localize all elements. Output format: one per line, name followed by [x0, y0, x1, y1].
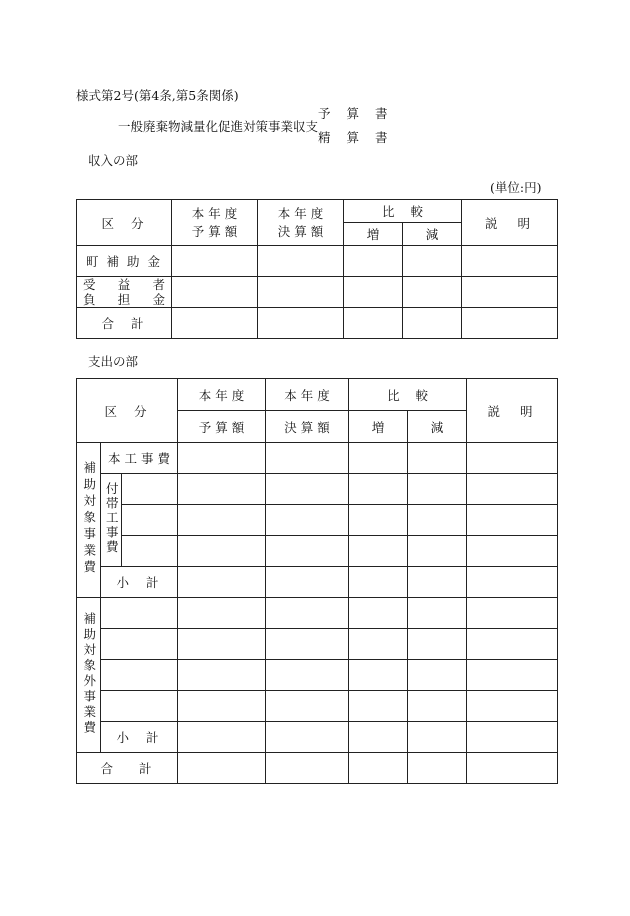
income-header-compare: 比 較 [344, 200, 462, 223]
expense-cell [408, 567, 467, 598]
expense-cell [178, 505, 266, 536]
expense-cell [266, 536, 349, 567]
income-row-total: 合 計 [77, 308, 172, 339]
income-cell [258, 246, 344, 277]
expense-cell [178, 598, 266, 629]
expense-cell [408, 443, 467, 474]
income-row-beneficiary-bottom: 負 担 金 [83, 292, 165, 307]
expense-cell [101, 691, 178, 722]
expense-cell [467, 443, 558, 474]
expense-cell [122, 536, 178, 567]
expense-cell [178, 722, 266, 753]
expense-header-settlement-top: 本 年 度 [266, 379, 349, 411]
expense-group-subsidized [77, 443, 101, 598]
expense-table [76, 378, 558, 784]
income-cell [344, 246, 403, 277]
expense-header-compare: 比 較 [349, 379, 467, 411]
expense-cell [178, 629, 266, 660]
title-option-settlement: 精 算 書 [318, 130, 394, 145]
expense-cell [178, 443, 266, 474]
income-cell [172, 308, 258, 339]
expense-header-increase: 増 [349, 411, 408, 443]
expense-header-note: 説 明 [467, 379, 558, 443]
expense-header-settlement-bottom: 決 算 額 [266, 411, 349, 443]
income-header-increase: 増 [344, 223, 403, 246]
income-header-note: 説 明 [462, 200, 558, 246]
income-cell [403, 246, 462, 277]
expense-header-budget-bottom: 予 算 額 [178, 411, 266, 443]
expense-row-total: 合 計 [77, 753, 178, 784]
unit-label: (単位:円) [490, 180, 542, 195]
income-cell [344, 308, 403, 339]
expense-cell [122, 474, 178, 505]
expense-cell [266, 722, 349, 753]
expense-cell [349, 536, 408, 567]
expense-cell [349, 753, 408, 784]
title-option-budget: 予 算 書 [318, 106, 394, 121]
income-cell [462, 246, 558, 277]
income-cell [172, 246, 258, 277]
expense-cell [408, 474, 467, 505]
income-row-town-subsidy: 町 補 助 金 [77, 246, 172, 277]
expense-cell [178, 691, 266, 722]
expense-cell [467, 567, 558, 598]
income-header-budget-top: 本 年 度 [191, 205, 238, 221]
expense-cell [349, 443, 408, 474]
expense-cell [467, 474, 558, 505]
expense-cell [349, 567, 408, 598]
expense-cell [349, 629, 408, 660]
expense-cell [266, 753, 349, 784]
income-header-decrease: 減 [403, 223, 462, 246]
expense-cell [467, 660, 558, 691]
expense-cell [178, 536, 266, 567]
form-id: 様式第2号(第4条,第5条関係) [76, 88, 239, 103]
expense-cell [408, 753, 467, 784]
income-section-label: 収入の部 [88, 153, 139, 168]
expense-cell [349, 474, 408, 505]
income-header-budget [172, 200, 258, 246]
expense-cell [178, 660, 266, 691]
expense-cell [101, 660, 178, 691]
expense-cell [349, 660, 408, 691]
income-table [76, 199, 558, 339]
expense-cell [467, 691, 558, 722]
expense-cell [266, 629, 349, 660]
expense-cell [266, 691, 349, 722]
income-cell [344, 277, 403, 308]
expense-cell [408, 691, 467, 722]
expense-cell [178, 567, 266, 598]
expense-cell [101, 629, 178, 660]
income-cell [258, 277, 344, 308]
income-header-budget-bottom: 予 算 額 [191, 223, 238, 239]
expense-group-non-subsidized [77, 598, 101, 753]
expense-cell [467, 505, 558, 536]
income-header-settlement-bottom: 決 算 額 [277, 223, 324, 239]
expense-cell [467, 722, 558, 753]
income-cell [258, 308, 344, 339]
expense-cell [266, 443, 349, 474]
income-cell [403, 308, 462, 339]
expense-section-label: 支出の部 [88, 354, 139, 369]
income-cell [403, 277, 462, 308]
expense-cell [408, 598, 467, 629]
income-header-settlement-top: 本 年 度 [277, 205, 324, 221]
expense-header-category: 区 分 [77, 379, 178, 443]
expense-cell [408, 722, 467, 753]
income-cell [172, 277, 258, 308]
expense-header-budget-top: 本 年 度 [178, 379, 266, 411]
income-header-settlement [258, 200, 344, 246]
income-header-category: 区 分 [77, 200, 172, 246]
expense-row-ancillary-work-label: 付帯工事費 [104, 482, 120, 555]
income-cell [462, 308, 558, 339]
expense-cell [122, 505, 178, 536]
expense-cell [467, 753, 558, 784]
expense-cell [467, 536, 558, 567]
expense-cell [408, 505, 467, 536]
expense-cell [266, 567, 349, 598]
expense-row-subtotal-2: 小 計 [101, 722, 178, 753]
expense-cell [349, 691, 408, 722]
expense-cell [408, 660, 467, 691]
expense-group-non-subsidized-label: 補助対象外事業費 [81, 611, 97, 736]
expense-row-main-work: 本 工 事 費 [101, 443, 178, 474]
expense-cell [266, 660, 349, 691]
expense-cell [408, 629, 467, 660]
income-cell [462, 277, 558, 308]
expense-cell [349, 598, 408, 629]
income-row-beneficiary-top: 受 益 者 [83, 277, 165, 292]
expense-cell [266, 598, 349, 629]
expense-cell [266, 505, 349, 536]
expense-header-decrease: 減 [408, 411, 467, 443]
expense-group-subsidized-label: 補助対象事業費 [81, 460, 97, 577]
expense-row-ancillary-work [101, 474, 122, 567]
expense-cell [266, 474, 349, 505]
expense-cell [408, 536, 467, 567]
expense-cell [101, 598, 178, 629]
expense-cell [467, 598, 558, 629]
document-title: 一般廃棄物減量化促進対策事業収支 [118, 119, 319, 134]
expense-cell [178, 753, 266, 784]
expense-cell [349, 505, 408, 536]
income-row-beneficiary [77, 277, 172, 308]
expense-cell [349, 722, 408, 753]
expense-cell [178, 474, 266, 505]
expense-cell [467, 629, 558, 660]
expense-row-subtotal-1: 小 計 [101, 567, 178, 598]
